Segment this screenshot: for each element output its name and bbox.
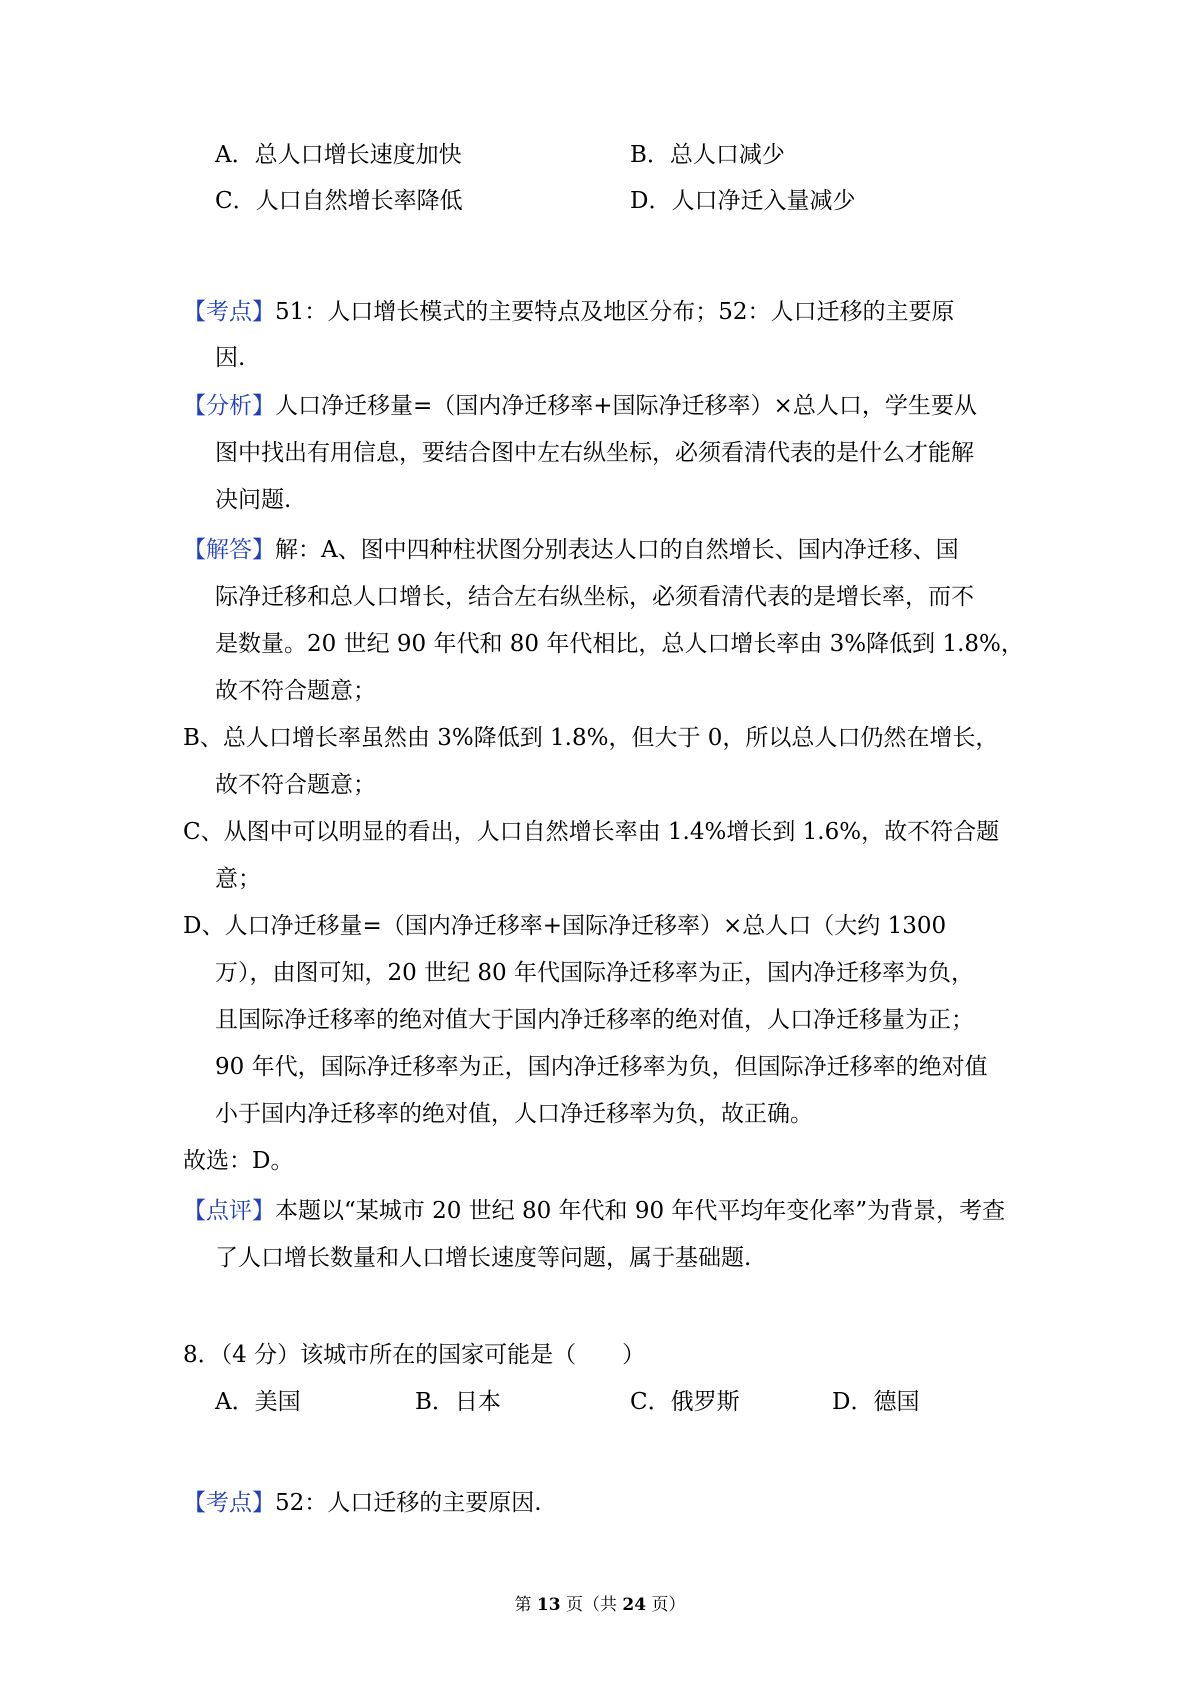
q7-jieda-d5: 小于国内净迁移率的绝对值，人口净迁移率为负，故正确。 bbox=[215, 1101, 813, 1127]
footer-page-number: 13 bbox=[536, 1595, 561, 1615]
kaodian-tag: 【考点】 bbox=[183, 299, 275, 325]
q7-jieda-d1: D、人口净迁移量=（国内净迁移率+国际净迁移率）×总人口（大约 1300 bbox=[183, 913, 947, 939]
q7-kaodian-line2: 因. bbox=[215, 345, 246, 371]
q7-fenxi-line3: 决问题. bbox=[215, 487, 292, 513]
dianping-tag: 【点评】 bbox=[183, 1198, 275, 1224]
q7-fenxi-line1 bbox=[183, 391, 977, 421]
q7-option-b: B．总人口减少 bbox=[630, 142, 785, 168]
q7-fenxi-line2: 图中找出有用信息，要结合图中左右纵坐标，必须看清代表的是什么才能解 bbox=[215, 440, 974, 466]
q8-stem: 8．（4 分）该城市所在的国家可能是（ ） bbox=[183, 1342, 646, 1368]
jieda-text: 解：A、图中四种柱状图分别表达人口的自然增长、国内净迁移、国 bbox=[275, 537, 959, 563]
q7-jieda-line1 bbox=[183, 535, 959, 565]
footer-post: 页） bbox=[646, 1595, 686, 1615]
q7-jieda-line4: 故不符合题意； bbox=[215, 678, 376, 704]
q7-jieda-d2: 万），由图可知，20 世纪 80 年代国际净迁移率为正，国内净迁移率为负， bbox=[215, 960, 974, 986]
dianping-text: 本题以“某城市 20 世纪 80 年代和 90 年代平均年变化率”为背景，考查 bbox=[275, 1198, 1006, 1224]
q7-jieda-line2: 际净迁移和总人口增长，结合左右纵坐标，必须看清代表的是增长率，而不 bbox=[215, 584, 974, 610]
q8-option-d: D．德国 bbox=[832, 1389, 920, 1415]
q7-option-d: D．人口净迁入量减少 bbox=[630, 188, 856, 214]
footer-mid: 页（共 bbox=[560, 1595, 623, 1615]
q7-option-a: A．总人口增长速度加快 bbox=[215, 142, 462, 168]
jieda-tag: 【解答】 bbox=[183, 537, 275, 563]
q7-answer: 故选：D。 bbox=[183, 1148, 294, 1174]
fenxi-tag: 【分析】 bbox=[183, 393, 275, 419]
kaodian-text: 51：人口增长模式的主要特点及地区分布；52：人口迁移的主要原 bbox=[275, 299, 955, 325]
q8-kaodian-tag: 【考点】 bbox=[183, 1490, 275, 1516]
q7-jieda-c2: 意； bbox=[215, 866, 261, 892]
q8-option-c: C．俄罗斯 bbox=[630, 1389, 740, 1415]
footer-pre: 第 bbox=[514, 1595, 537, 1615]
q8-option-b: B．日本 bbox=[415, 1389, 501, 1415]
q7-option-c: C．人口自然增长率降低 bbox=[215, 188, 463, 214]
q7-jieda-b1: B、总人口增长率虽然由 3%降低到 1.8%，但大于 0，所以总人口仍然在增长， bbox=[183, 725, 999, 751]
q8-option-a: A．美国 bbox=[215, 1389, 301, 1415]
q7-kaodian-line1 bbox=[183, 297, 955, 327]
q7-jieda-line3: 是数量。20 世纪 90 年代和 80 年代相比，总人口增长率由 3%降低到 1.8%， bbox=[215, 631, 1024, 657]
fenxi-text: 人口净迁移量=（国内净迁移率+国际净迁移率）×总人口，学生要从 bbox=[275, 393, 977, 419]
q7-jieda-d4: 90 年代，国际净迁移率为正，国内净迁移率为负，但国际净迁移率的绝对值 bbox=[215, 1054, 988, 1080]
footer-total-pages: 24 bbox=[622, 1595, 647, 1615]
q7-jieda-c1: C、从图中可以明显的看出，人口自然增长率由 1.4%增长到 1.6%，故不符合题 bbox=[183, 819, 1000, 845]
q7-dianping-line2: 了人口增长数量和人口增长速度等问题，属于基础题. bbox=[215, 1245, 752, 1271]
page-footer bbox=[0, 1593, 1200, 1617]
q8-kaodian-text: 52：人口迁移的主要原因. bbox=[275, 1490, 542, 1516]
q7-jieda-d3: 且国际净迁移率的绝对值大于国内净迁移率的绝对值，人口净迁移量为正； bbox=[215, 1007, 974, 1033]
q7-jieda-b2: 故不符合题意； bbox=[215, 772, 376, 798]
q7-dianping-line1 bbox=[183, 1196, 1005, 1226]
q8-kaodian bbox=[183, 1488, 542, 1518]
